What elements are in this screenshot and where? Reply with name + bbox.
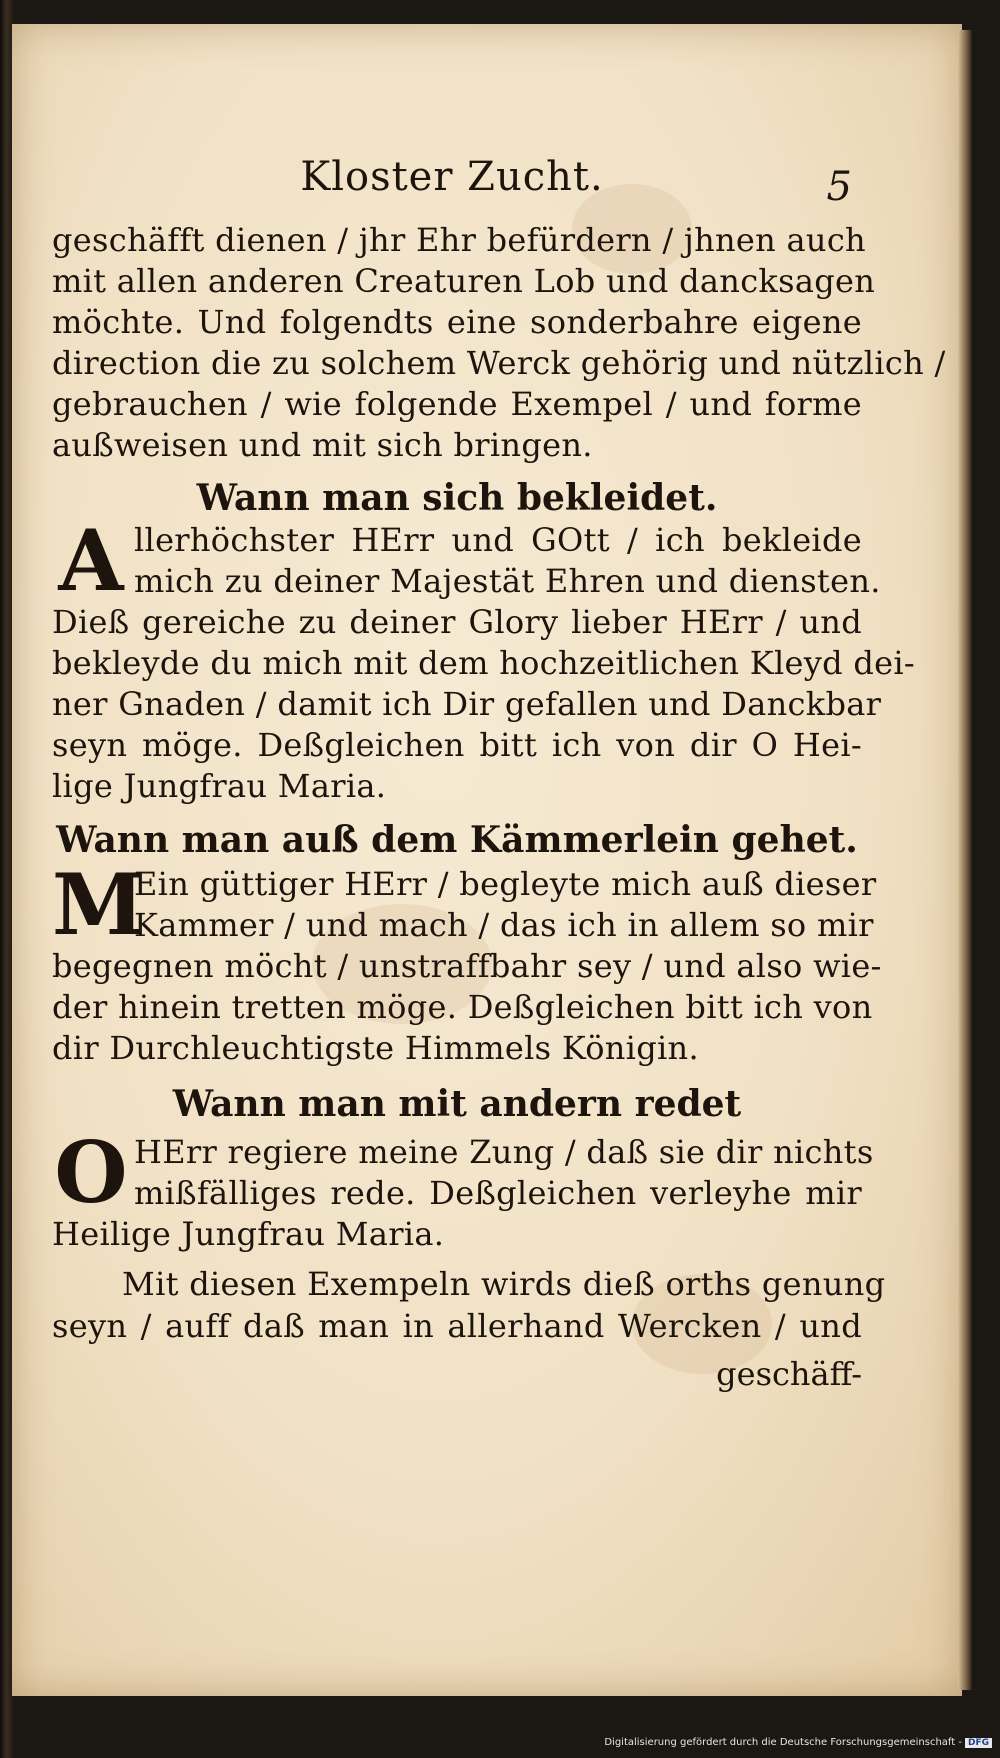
text-line: Dieß gereiche zu deiner Glory lieber HErr / und [52, 603, 862, 641]
drop-capital: M [52, 855, 145, 954]
book-page [12, 24, 962, 1696]
text-line: Mit diesen Exempeln wirds dieß orths genung [122, 1265, 886, 1303]
catchword: geschäff- [716, 1355, 862, 1393]
section-heading: Wann man mit andern redet [172, 1083, 742, 1125]
text-line: geschäfft dienen / jhr Ehr befürdern / jhnen auch [52, 221, 866, 259]
text-line: lige Jungfrau Maria. [52, 767, 387, 805]
dfg-logo: DFG [965, 1738, 992, 1748]
page-edge [958, 30, 972, 1690]
text-line: bekleyde du mich mit dem hochzeitlichen Kleyd dei- [52, 644, 916, 682]
text-line: seyn / auff daß man in allerhand Wercken / und [52, 1307, 862, 1345]
text-line: direction die zu solchem Werck gehörig und nützlich / [52, 344, 946, 382]
text-line: mißfälliges rede. Deßgleichen verleyhe mir [134, 1174, 862, 1212]
text-line: dir Durchleuchtigste Himmels Königin. [52, 1029, 699, 1067]
section-heading: Wann man sich bekleidet. [196, 477, 718, 519]
text-line: mit allen anderen Creaturen Lob und dancksagen [52, 262, 876, 300]
drop-capital: O [54, 1123, 128, 1222]
text-line: Heilige Jungfrau Maria. [52, 1215, 445, 1253]
digitization-credit [604, 1737, 992, 1748]
section-heading: Wann man auß dem Kämmerlein gehet. [56, 819, 858, 861]
credit-text: Digitalisierung gefördert durch die Deutsche Forschungsgemeinschaft - [604, 1737, 962, 1748]
drop-capital: A [58, 511, 124, 610]
text-line: llerhöchster HErr und GOtt / ich bekleide [134, 521, 862, 559]
running-head: Kloster Zucht. [300, 154, 604, 200]
text-line: gebrauchen / wie folgende Exempel / und forme [52, 385, 862, 423]
text-line: außweisen und mit sich bringen. [52, 426, 593, 464]
text-line: HErr regiere meine Zung / daß sie dir nichts [134, 1133, 874, 1171]
text-line: möchte. Und folgendts eine sonderbahre eigene [52, 303, 862, 341]
page-number: 5 [826, 164, 852, 210]
text-line: Ein güttiger HErr / begleyte mich auß dieser [134, 865, 877, 903]
text-line: mich zu deiner Majestät Ehren und diensten. [134, 562, 881, 600]
text-line: der hinein tretten möge. Deßgleichen bitt ich von [52, 988, 873, 1026]
text-line: ner Gnaden / damit ich Dir gefallen und Danckbar [52, 685, 882, 723]
text-line: begegnen möcht / unstraffbahr sey / und also wie- [52, 947, 882, 985]
text-line: Kammer / und mach / das ich in allem so mir [134, 906, 874, 944]
text-line: seyn möge. Deßgleichen bitt ich von dir O Hei- [52, 726, 862, 764]
